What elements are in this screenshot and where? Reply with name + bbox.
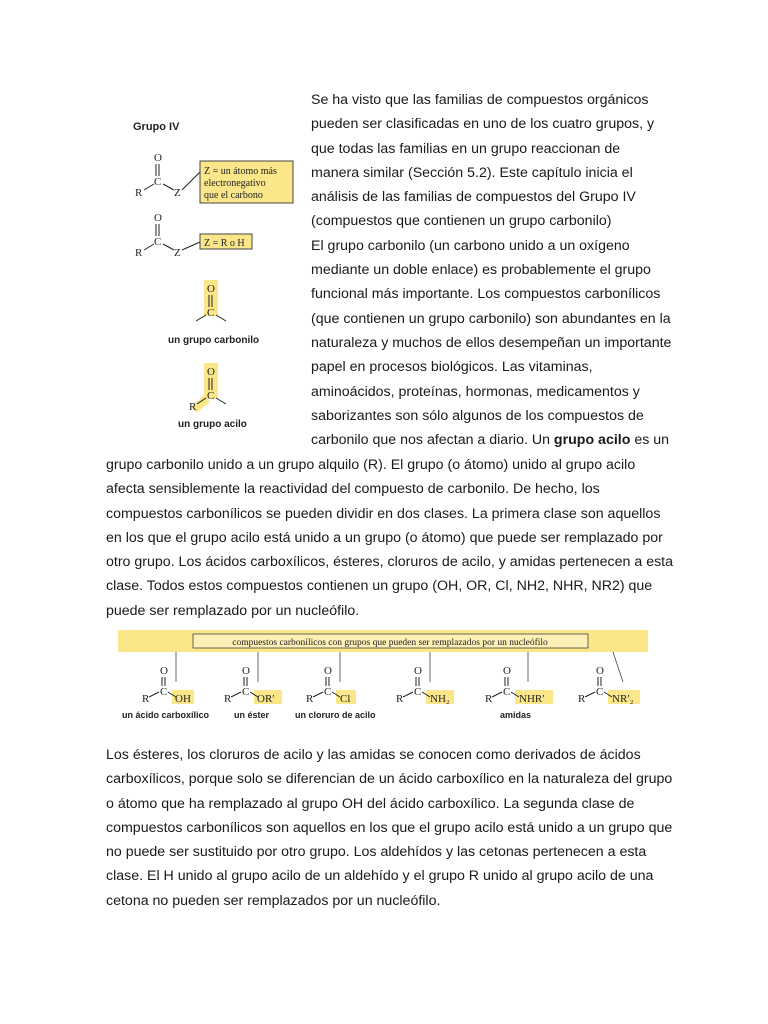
text-line: (que contienen un grupo carbonilo) son abundantes en la xyxy=(311,310,671,327)
group-nhr: NHR′ xyxy=(519,693,545,705)
acyl-z-structure-2 xyxy=(135,212,200,259)
text-line: funcional más importante. Los compuestos carbonílicos xyxy=(311,286,661,303)
svg-text:C: C xyxy=(160,686,168,698)
carbonyl-derivatives-structures xyxy=(118,630,648,740)
box1-line1: Z = un átomo más xyxy=(204,166,277,177)
z-r-or-h-box xyxy=(200,234,252,249)
svg-text:Z: Z xyxy=(174,247,181,259)
text-segment: es un xyxy=(630,432,670,449)
text-line: en los que el grupo acilo está unido a un grupo (o átomo) que puede ser remplazado por xyxy=(106,529,663,546)
group-nh2: NH₂ xyxy=(430,693,450,705)
text-line: (compuestos que contienen un grupo carbonilo) xyxy=(311,213,612,230)
intro-paragraph xyxy=(311,88,671,452)
derivatives-paragraph xyxy=(106,743,673,913)
text-line: no puede ser sustituido por otro grupo. Los aldehídos y las cetonas pertenecen a esta xyxy=(106,844,647,861)
svg-text:C: C xyxy=(154,236,162,248)
svg-text:R: R xyxy=(485,693,493,705)
text-line: aminoácidos, proteínas, hormonas, medicamentos y xyxy=(311,383,640,400)
classes-paragraph xyxy=(106,453,674,623)
box1-line3: que el carbono xyxy=(204,190,263,201)
group-iv-title: Grupo IV xyxy=(133,121,180,133)
box2-text: Z = R o H xyxy=(204,238,245,249)
ester-structure xyxy=(224,665,282,705)
svg-text:C: C xyxy=(207,307,215,319)
z-electronegative-box xyxy=(200,161,293,203)
svg-text:C: C xyxy=(154,176,162,188)
svg-text:O: O xyxy=(207,283,215,295)
text-line: compuestos carbonílicos son aquellos en los que el grupo acilo está unido a un grupo que xyxy=(106,819,673,836)
text-line: manera similar (Sección 5.2). Este capítulo inicia el xyxy=(311,164,633,181)
text-segment: carbonilo que nos afectan a diario. Un xyxy=(311,432,554,449)
text-line: carboxílicos, porque solo se diferencian de un ácido carboxílico en la naturaleza del grupo xyxy=(106,771,673,788)
acyl-term-bold: grupo acilo xyxy=(553,432,631,449)
text-line: clase. Todos estos compuestos contienen un grupo (OH, OR, Cl, NH2, NHR, NR2) que xyxy=(106,578,653,595)
svg-text:Z: Z xyxy=(174,187,181,199)
svg-text:C: C xyxy=(596,686,604,698)
text-line: otro grupo. Los ácidos carboxílicos, ésteres, cloruros de acilo, y amidas pertenecen a esta xyxy=(106,554,674,571)
svg-text:R: R xyxy=(189,401,197,413)
svg-text:R: R xyxy=(306,693,314,705)
box1-line2: electronegativo xyxy=(204,178,266,189)
text-line: naturaleza y muchos de ellos desempeñan un importante xyxy=(311,334,672,351)
svg-text:C: C xyxy=(207,390,215,402)
tertiary-amide-structure xyxy=(578,665,640,705)
svg-text:O: O xyxy=(414,665,422,677)
text-line: saborizantes son sólo algunos de los compuestos de xyxy=(311,407,644,424)
text-line: clase. El H unido al grupo acilo de un aldehído y el grupo R unido al grupo acilo de una xyxy=(106,868,654,885)
svg-text:R: R xyxy=(135,247,143,259)
svg-text:O: O xyxy=(160,665,168,677)
svg-text:O: O xyxy=(207,366,215,378)
text-line: que todas las familias en un grupo reaccionan de xyxy=(311,140,621,157)
text-line: grupo carbonilo unido a un grupo alquilo (R). El grupo (o átomo) unido al grupo acilo xyxy=(106,457,636,473)
text-line: mediante un doble enlace) es probablemente el grupo xyxy=(311,262,651,279)
group-nr2: NR′₂ xyxy=(612,693,634,705)
group-cl: Cl xyxy=(340,693,351,705)
caption-carboxylic-acid: un ácido carboxílico xyxy=(122,710,210,720)
caption-acyl-chloride: un cloruro de acilo xyxy=(295,710,376,720)
svg-text:C: C xyxy=(242,686,250,698)
acyl-caption: un grupo acilo xyxy=(178,419,247,430)
caption-amides: amidas xyxy=(500,710,532,720)
text-line: cetona no pueden ser remplazados por un nucleófilo. xyxy=(106,892,441,909)
carbonyl-caption: un grupo carbonilo xyxy=(168,335,260,346)
acyl-chloride-structure xyxy=(306,665,356,705)
svg-text:O: O xyxy=(154,152,162,164)
group-iv-structures xyxy=(120,112,300,442)
text-line: análisis de las familias de compuestos del Grupo IV xyxy=(311,189,636,206)
text-line: Los ésteres, los cloruros de acilo y las amidas se conocen como derivados de ácidos xyxy=(106,747,641,763)
svg-text:C: C xyxy=(414,686,422,698)
svg-text:R: R xyxy=(396,693,404,705)
text-line: El grupo carbonilo (un carbono unido a un oxígeno xyxy=(311,237,630,254)
svg-text:O: O xyxy=(242,665,250,677)
svg-text:R: R xyxy=(135,187,143,199)
carbonyl-derivatives-figure xyxy=(118,630,648,740)
text-line: afecta sensiblemente la reactividad del compuesto de carbonilo. De hecho, los xyxy=(106,481,600,498)
svg-text:O: O xyxy=(596,665,604,677)
text-line: Se ha visto que las familias de compuestos orgánicos xyxy=(311,92,649,108)
carboxylic-acid-structure xyxy=(142,665,194,705)
carbonyl-group-structure xyxy=(196,280,226,321)
text-line: pueden ser clasificadas en uno de los cuatro grupos, y xyxy=(311,116,655,133)
text-line-acyl xyxy=(311,428,671,452)
primary-amide-structure xyxy=(396,665,454,705)
text-line: o átomo que ha remplazado al grupo OH del ácido carboxílico. La segunda clase de xyxy=(106,795,635,812)
svg-text:O: O xyxy=(154,212,162,224)
group-oh: OH xyxy=(175,693,191,705)
banner-text: compuestos carbonílicos con grupos que pueden ser remplazados por un nucleófilo xyxy=(232,638,548,648)
group-iv-figure xyxy=(120,112,300,442)
svg-text:C: C xyxy=(324,686,332,698)
svg-text:R: R xyxy=(142,693,150,705)
svg-text:C: C xyxy=(503,686,511,698)
caption-ester: un éster xyxy=(234,710,270,720)
svg-text:O: O xyxy=(503,665,511,677)
svg-text:R: R xyxy=(224,693,232,705)
text-line: puede ser remplazado por un nucleófilo. xyxy=(106,602,360,619)
group-or: OR′ xyxy=(257,693,275,705)
acyl-z-structure-1 xyxy=(135,152,200,199)
text-line: papel en procesos biológicos. Las vitaminas, xyxy=(311,359,593,376)
secondary-amide-structure xyxy=(485,665,553,705)
svg-text:R: R xyxy=(578,693,586,705)
text-line: compuestos carbonílicos se pueden dividir en dos clases. La primera clase son aquellos xyxy=(106,505,661,522)
svg-text:O: O xyxy=(324,665,332,677)
acyl-group-structure xyxy=(189,363,226,413)
